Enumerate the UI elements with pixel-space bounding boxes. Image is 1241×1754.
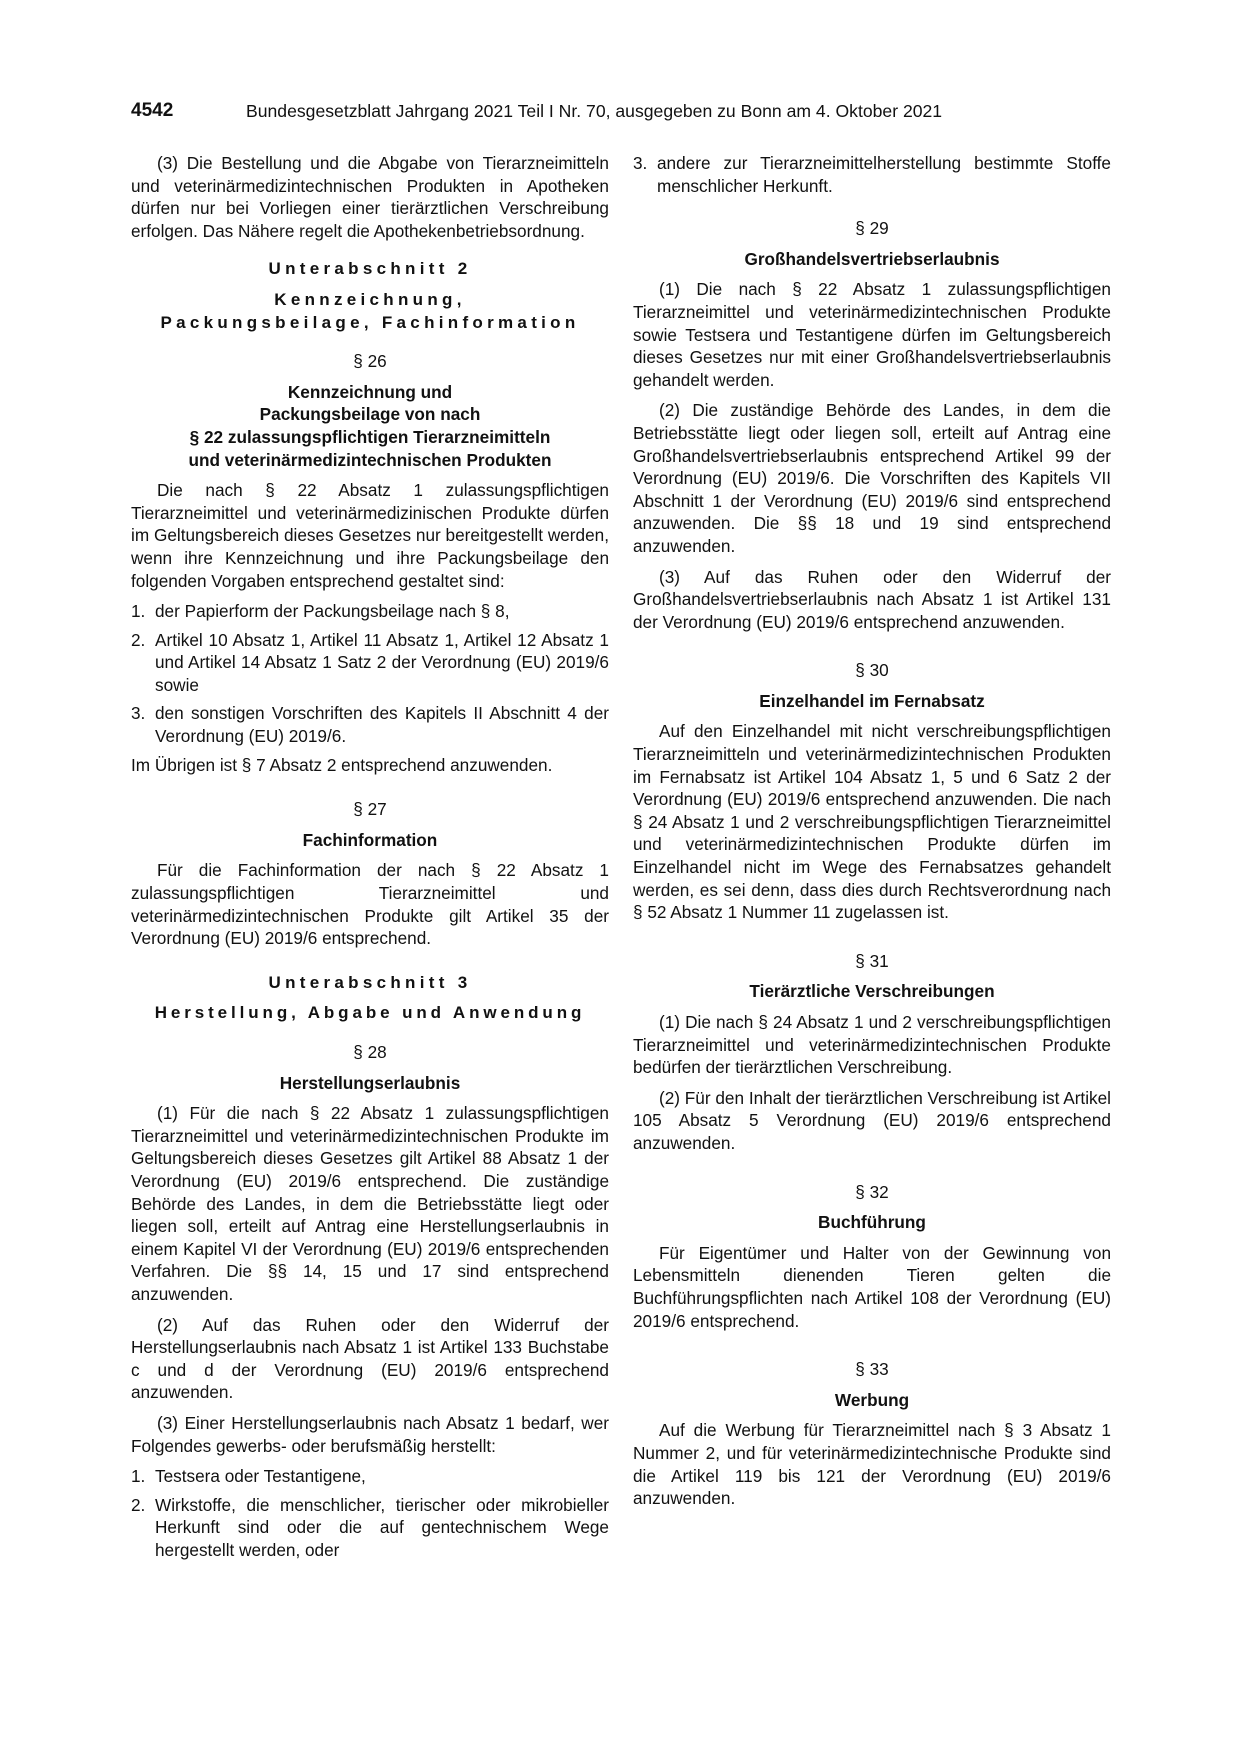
section-33-text: Auf die Werbung für Tierarzneimittel nach § 3 Absatz 1 Nummer 2, und für veterinärmedizintechnische Produkte sind die Artikel 119 bis 121 der Verordnung (EU) 2019/6 anzuwenden. — [633, 1420, 1111, 1509]
subsection-2-title-line1: Kennzeichnung, — [274, 289, 466, 309]
subsection-2-label: Unterabschnitt 2 — [268, 259, 472, 279]
section-31-title: Tierärztliche Verschreibungen — [749, 981, 995, 1002]
section-26-list — [131, 600, 609, 748]
section-26-title-line2: Packungsbeilage von nach — [259, 404, 481, 425]
list-item: 3. den sonstigen Vorschriften des Kapitels II Abschnitt 4 der Verordnung (EU) 2019/6. — [131, 703, 609, 747]
section-29-number: § 29 — [855, 218, 889, 239]
section-26-closing: Im Übrigen ist § 7 Absatz 2 entsprechend anzuwenden. — [131, 754, 553, 775]
subsection-3-label: Unterabschnitt 3 — [268, 972, 472, 992]
subsection-2-title-line2: Packungsbeilage, Fachinformation — [160, 312, 580, 332]
section-31-paragraph-1: (1) Die nach § 24 Absatz 1 und 2 verschreibungspflichtigen Tierarzneimittel und veterinärmedizintechnischen Produkte bedürfen der tierärztlichen Verschreibung. — [633, 1012, 1111, 1078]
section-29-paragraph-2: (2) Die zuständige Behörde des Landes, in dem die Betriebsstätte liegt oder liegen soll, erteilt auf Antrag eine Großhandelsvertriebserlaubnis entsprechend Artikel 99 der Verordnung (EU) 2019/6. Die Vorschriften des Kapitels VII Abschnitt 1 der Verordnung (EU) 2019/6 sind entsprechend anzuwenden. Die §§ 18 und 19 sind entsprechend anzuwenden. — [633, 400, 1111, 556]
left-column — [131, 152, 609, 1567]
list-item: 2. Wirkstoffe, die menschlicher, tierischer oder mikrobieller Herkunft sind oder die auf gentechnischem Wege hergestellt werden, oder — [131, 1494, 609, 1560]
section-26-intro: Die nach § 22 Absatz 1 zulassungspflichtigen Tierarzneimittel und veterinärmedizinischen Produkte dürfen im Geltungsbereich dieses Gesetzes nur bereitgestellt werden, wenn ihre Kennzeichnung und ihre Packungsbeilage den folgenden Vorgaben entsprechend gestaltet sind: — [131, 480, 609, 591]
right-column — [633, 152, 1111, 1518]
section-28-number: § 28 — [353, 1042, 387, 1062]
section-28-list — [131, 1465, 609, 1561]
page-number: 4542 — [131, 100, 174, 121]
section-31-number: § 31 — [855, 950, 889, 971]
list-item: 1. Testsera oder Testantigene, — [131, 1466, 366, 1487]
section-30-title: Einzelhandel im Fernabsatz — [759, 690, 985, 711]
section-29-paragraph-3: (3) Auf das Ruhen oder den Widerruf der Großhandelsvertriebserlaubnis nach Absatz 1 ist Artikel 131 der Verordnung (EU) 2019/6 entsprechend anzuwenden. — [633, 566, 1111, 632]
section-27-title: Fachinformation — [302, 829, 438, 850]
section-33-number: § 33 — [855, 1359, 889, 1380]
section-29-title: Großhandelsvertriebserlaubnis — [744, 248, 1000, 269]
section-26-title-line3: § 22 zulassungspflichtigen Tierarzneimitteln — [189, 426, 551, 447]
section-32-number: § 32 — [855, 1181, 889, 1202]
section-32-text: Für Eigentümer und Halter von der Gewinnung von Lebensmitteln dienenden Tieren gelten die Buchführungspflichten nach Artikel 108 der Verordnung (EU) 2019/6 entsprechend. — [633, 1242, 1111, 1331]
section-26-number: § 26 — [353, 351, 387, 372]
section-28-paragraph-1: (1) Für die nach § 22 Absatz 1 zulassungspflichtigen Tierarzneimittel und veterinärmedizintechnischen Produkte im Geltungsbereich dieses Gesetzes gilt Artikel 88 Absatz 1 der Verordnung (EU) 2019/6 entsprechend. Die zuständige Behörde des Landes, in dem die Betriebsstätte liegt oder liegen soll, erteilt auf Antrag eine Herstellungserlaubnis in einem Kapitel VI der Verordnung (EU) 2019/6 entsprechenden Verfahren. Die §§ 14, 15 und 17 sind entsprechend anzuwenden. — [131, 1103, 609, 1304]
section-31-paragraph-2: (2) Für den Inhalt der tierärztlichen Verschreibung ist Artikel 105 Absatz 5 Verordnung (EU) 2019/6 entsprechend anzuwenden. — [633, 1087, 1111, 1153]
section-28-paragraph-3: (3) Einer Herstellungserlaubnis nach Absatz 1 bedarf, wer Folgendes gewerbs- oder berufsmäßig herstellt: — [131, 1412, 609, 1456]
section-26-title-line1: Kennzeichnung und — [287, 381, 453, 402]
list-item: 2. Artikel 10 Absatz 1, Artikel 11 Absatz 1, Artikel 12 Absatz 1 und Artikel 14 Absatz 1 Satz 2 der Verordnung (EU) 2019/6 sowie — [131, 629, 609, 695]
section-30-number: § 30 — [855, 660, 889, 681]
section-26-title-line4: und veterinärmedizintechnischen Produkten — [188, 449, 552, 470]
section-32-title: Buchführung — [818, 1212, 926, 1233]
section-27-text: Für die Fachinformation der nach § 22 Absatz 1 zulassungspflichtigen Tierarzneimittel und veterinärmedizintechnischen Produkte gilt Artikel 35 der Verordnung (EU) 2019/6 entsprechend. — [131, 860, 609, 949]
section-27-number: § 27 — [353, 799, 387, 820]
subsection-3-title: Herstellung, Abgabe und Anwendung — [154, 1003, 586, 1023]
paragraph-apotheken: (3) Die Bestellung und die Abgabe von Tierarzneimitteln und veterinärmedizintechnischen Produkten in Apotheken dürfen nur bei Vorliegen einer tierärztlichen Verschreibung erfolgen. Das Nähere regelt die Apothekenbetriebsordnung. — [131, 153, 609, 241]
section-33-title: Werbung — [834, 1389, 910, 1410]
gazette-title: Bundesgesetzblatt Jahrgang 2021 Teil I Nr. 70, ausgegeben zu Bonn am 4. Oktober 2021 — [246, 101, 943, 121]
section-28-title: Herstellungserlaubnis — [279, 1072, 461, 1093]
list-item: 3. andere zur Tierarzneimittelherstellung bestimmte Stoffe menschlicher Herkunft. — [633, 153, 1111, 196]
page-header — [131, 98, 1011, 124]
section-29-paragraph-1: (1) Die nach § 22 Absatz 1 zulassungspflichtigen Tierarzneimittel und veterinärmedizintechnischen Produkte sowie Testsera und Testantigene dürfen im Geltungsbereich dieses Gesetzes nur mit einer Großhandelsvertriebserlaubnis gehandelt werden. — [633, 279, 1111, 390]
list-item: 1. der Papierform der Packungsbeilage nach § 8, — [131, 601, 510, 622]
section-28-paragraph-2: (2) Auf das Ruhen oder den Widerruf der Herstellungserlaubnis nach Absatz 1 ist Artikel 133 Buchstabe c und d der Verordnung (EU) 2019/6 entsprechend anzuwenden. — [131, 1314, 609, 1403]
section-28-list-continued — [633, 152, 1111, 197]
section-30-text: Auf den Einzelhandel mit nicht verschreibungspflichtigen Tierarzneimitteln und veterinärmedizintechnischen Produkten im Fernabsatz ist Artikel 104 Absatz 1, 5 und 6 Satz 2 der Verordnung (EU) 2019/6 entsprechend anzuwenden. Die nach § 24 Absatz 1 und 2 verschreibungspflichtigen Tierarzneimittel und veterinärmedizintechnischen Produkte dürfen im Einzelhandel nicht im Wege des Fernabsatzes gehandelt werden, es sei denn, dass dies durch Rechtsverordnung nach § 52 Absatz 1 Nummer 11 zugelassen ist. — [633, 721, 1111, 923]
